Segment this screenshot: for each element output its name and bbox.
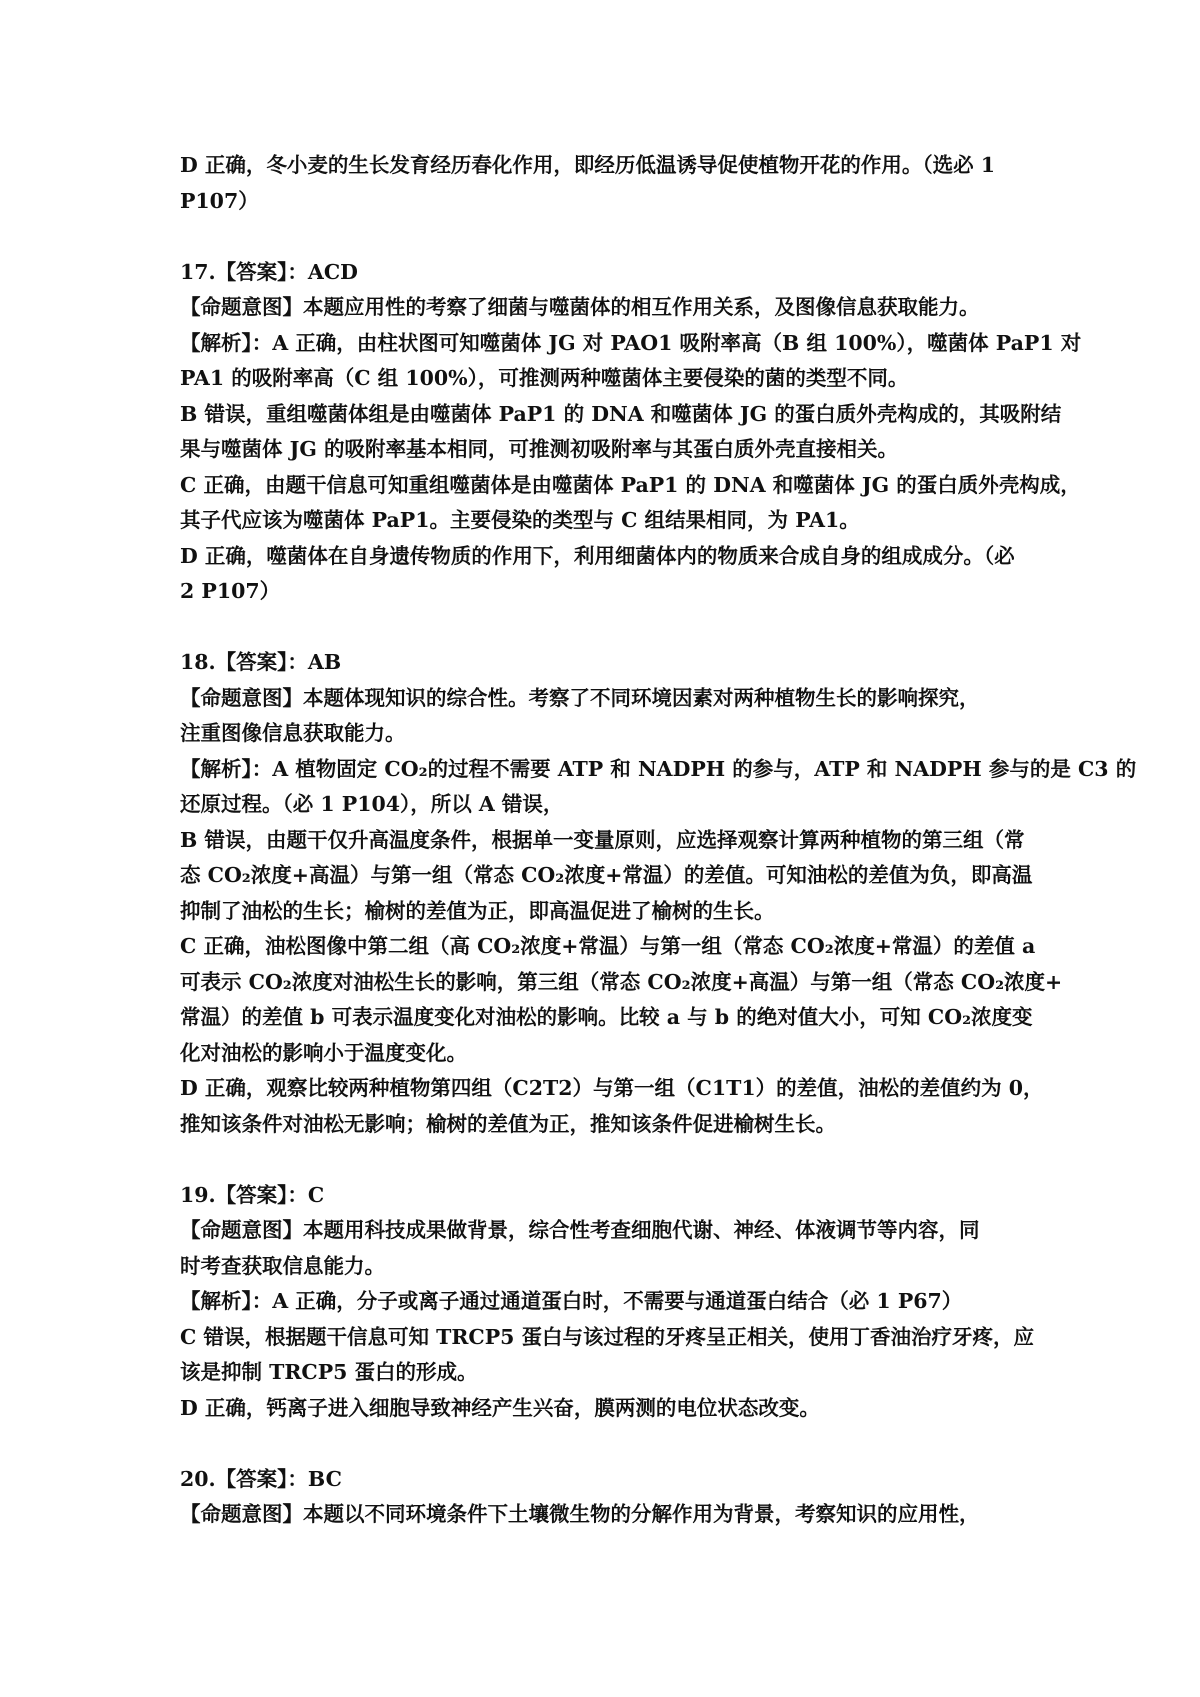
text-line: 该是抑制 TRCP5 蛋白的形成。 xyxy=(180,1360,478,1384)
text-line: P107） xyxy=(180,188,259,213)
answer-block-19 xyxy=(180,1178,1040,1427)
text-line: B 错误，重组噬菌体组是由噬菌体 PaP1 的 DNA 和噬菌体 JG 的蛋白质外壳构成的，其吸附结 xyxy=(180,401,1062,426)
text-line: B 错误，由题干仅升高温度条件，根据单一变量原则，应选择观察计算两种植物的第三组（常 xyxy=(180,827,1025,852)
text-line: 其子代应该为噬菌体 PaP1。主要侵染的类型与 C 组结果相同，为 PA1。 xyxy=(180,508,860,532)
block-d-q16 xyxy=(180,148,1040,219)
text-line: 注重图像信息获取能力。 xyxy=(180,721,406,745)
text-line: 【命题意图】本题用科技成果做背景，综合性考查细胞代谢、神经、体液调节等内容，同 xyxy=(180,1218,980,1242)
text-line: C 正确，由题干信息可知重组噬菌体是由噬菌体 PaP1 的 DNA 和噬菌体 JG 的蛋白质外壳构成， xyxy=(180,472,1081,497)
text-line: 还原过程。（必 1 P104），所以 A 错误， xyxy=(180,792,564,816)
text-line: PA1 的吸附率高（C 组 100%），可推测两种噬菌体主要侵染的菌的类型不同。 xyxy=(180,366,909,390)
answer-block-17 xyxy=(180,255,1082,610)
document-page xyxy=(180,148,1137,1533)
text-line: D 正确，钙离子进入细胞导致神经产生兴奋，膜两测的电位状态改变。 xyxy=(180,1395,820,1420)
answer-block-20 xyxy=(180,1462,1040,1533)
text-line: 【解析】：A 正确，分子或离子通过通道蛋白时，不需要与通道蛋白结合（必 1 P67） xyxy=(180,1289,963,1313)
text-line: 【命题意图】本题体现知识的综合性。考察了不同环境因素对两种植物生长的影响探究， xyxy=(180,685,980,710)
text-line: 态 CO₂浓度+高温）与第一组（常态 CO₂浓度+常温）的差值。可知油松的差值为负，即高温 xyxy=(180,863,1033,887)
answer-heading: 18.【答案】：AB xyxy=(180,650,342,674)
text-line: 【解析】：A 正确，由柱状图可知噬菌体 JG 对 PAO1 吸附率高（B 组 100%），噬菌体 PaP1 对 xyxy=(180,330,1082,355)
text-line: 常温）的差值 b 可表示温度变化对油松的影响。比较 a 与 b 的绝对值大小，可知 CO₂浓度变 xyxy=(180,1005,1033,1029)
text-line: 推知该条件对油松无影响；榆树的差值为正，推知该条件促进榆树生长。 xyxy=(180,1111,836,1136)
text-line: 化对油松的影响小于温度变化。 xyxy=(180,1040,467,1065)
text-line: 抑制了油松的生长；榆树的差值为正，即高温促进了榆树的生长。 xyxy=(180,898,775,923)
text-line: D 正确，噬菌体在自身遗传物质的作用下，利用细菌体内的物质来合成自身的组成成分。（必 xyxy=(180,543,1015,568)
text-line: D 正确，冬小麦的生长发育经历春化作用，即经历低温诱导促使植物开花的作用。（选必 1 xyxy=(180,153,996,177)
answer-heading: 17.【答案】：ACD xyxy=(180,259,358,284)
text-line: 【解析】：A 植物固定 CO₂的过程不需要 ATP 和 NADPH 的参与，ATP 和 NADPH 参与的是 C3 的 xyxy=(180,756,1137,781)
text-line: 可表示 CO₂浓度对油松生长的影响，第三组（常态 CO₂浓度+高温）与第一组（常态 CO₂浓度+ xyxy=(180,969,1063,994)
text-line: 【命题意图】本题应用性的考察了细菌与噬菌体的相互作用关系，及图像信息获取能力。 xyxy=(180,295,980,319)
answer-block-18 xyxy=(180,645,1137,1142)
answer-heading: 19.【答案】：C xyxy=(180,1182,325,1207)
answer-heading: 20.【答案】：BC xyxy=(180,1466,342,1491)
text-line: 2 P107） xyxy=(180,579,281,603)
text-line: 时考查获取信息能力。 xyxy=(180,1253,385,1278)
text-line: C 错误，根据题干信息可知 TRCP5 蛋白与该过程的牙疼呈正相关，使用丁香油治疗牙疼，应 xyxy=(180,1324,1035,1349)
text-line: C 正确，油松图像中第二组（高 CO₂浓度+常温）与第一组（常态 CO₂浓度+常温）的差值 a xyxy=(180,934,1036,958)
text-line: D 正确，观察比较两种植物第四组（C2T2）与第一组（C1T1）的差值，油松的差值约为 0， xyxy=(180,1076,1044,1100)
text-line: 【命题意图】本题以不同环境条件下土壤微生物的分解作用为背景，考察知识的应用性， xyxy=(180,1502,980,1526)
text-line: 果与噬菌体 JG 的吸附率基本相同，可推测初吸附率与其蛋白质外壳直接相关。 xyxy=(180,437,898,461)
